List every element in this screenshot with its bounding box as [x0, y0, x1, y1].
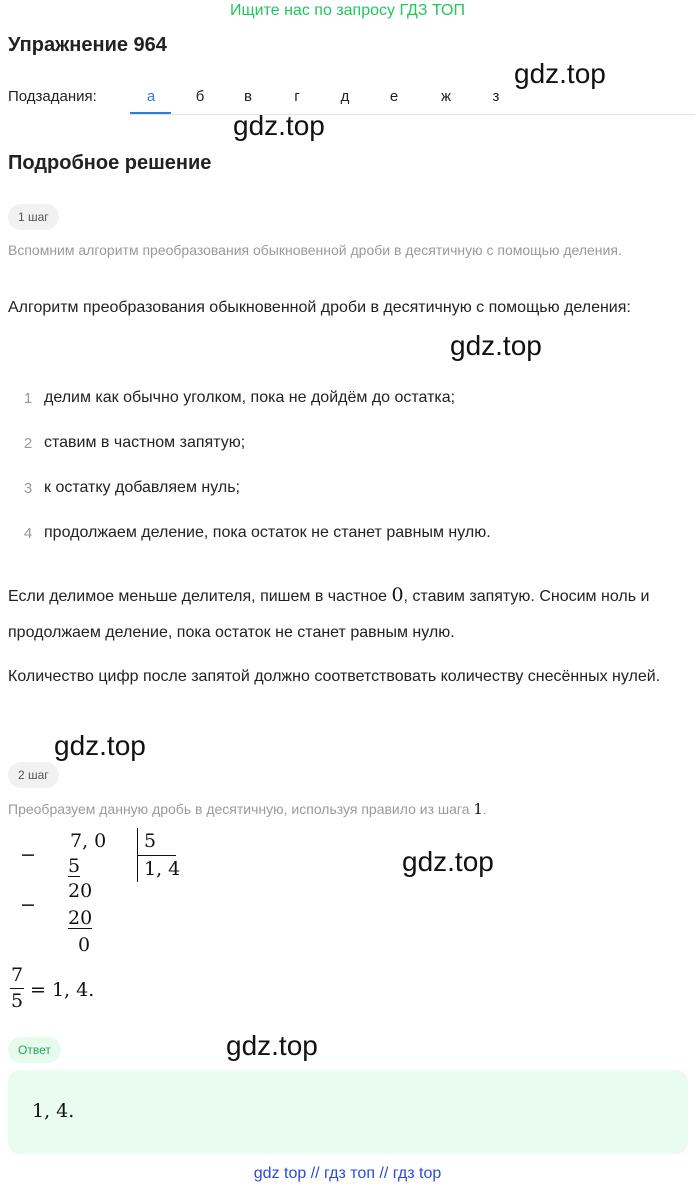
page-title: Упражнение 964 — [8, 34, 167, 56]
tab-subtask-g[interactable]: г — [294, 88, 300, 105]
list-item: продолжаем деление, пока остаток не станет равным нулю. — [44, 524, 491, 541]
fraction-bar — [10, 988, 24, 989]
watermark: gdz.top — [514, 58, 606, 89]
subtrahend-1: 5 — [68, 855, 81, 877]
list-item: делим как обычно уголком, пока не дойдём до остатка; — [44, 389, 456, 406]
zero-symbol: 0 — [391, 584, 404, 606]
watermark: gdz.top — [54, 730, 146, 761]
digits-paragraph: Количество цифр после запятой должно соответствовать количеству снесённых нулей. — [8, 668, 661, 685]
list-item-number: 4 — [23, 525, 33, 542]
search-hint-banner: Ищите нас по запросу ГДЗ ТОП — [230, 2, 465, 19]
tab-subtask-zh[interactable]: ж — [440, 88, 452, 105]
minus-sign: − — [20, 894, 36, 916]
result-equation — [8, 964, 168, 1016]
tab-subtask-v[interactable]: в — [244, 88, 252, 105]
tab-subtask-d[interactable]: д — [340, 88, 350, 105]
fraction-numerator: 7 — [10, 964, 24, 986]
step-1-badge: 1 шаг — [8, 204, 59, 230]
list-item-number: 3 — [23, 480, 33, 497]
fraction-result: = 1, 4. — [30, 979, 95, 1001]
subtrahend-2: 20 — [68, 907, 93, 929]
solution-title: Подробное решение — [8, 152, 212, 174]
quotient: 1, 4 — [144, 858, 181, 880]
answer-box — [8, 1070, 688, 1154]
active-tab-indicator — [130, 112, 171, 114]
answer-value: 1, 4. — [32, 1100, 75, 1122]
division-bracket-horizontal — [137, 855, 176, 856]
list-item-number: 1 — [23, 390, 33, 407]
fraction-denominator: 5 — [10, 990, 24, 1012]
minus-sign: − — [20, 844, 36, 866]
tabs-divider — [130, 114, 695, 115]
answer-badge: Ответ — [8, 1037, 61, 1063]
list-item: к остатку добавляем нуль; — [44, 479, 240, 496]
tab-subtask-e[interactable]: е — [389, 88, 399, 105]
subtasks-label: Подзадания: — [8, 88, 97, 105]
long-division — [0, 826, 260, 956]
watermark: gdz.top — [450, 330, 542, 361]
list-item: ставим в частном запятую; — [44, 434, 246, 451]
step-2-badge: 2 шаг — [8, 762, 59, 788]
tab-subtask-a[interactable]: а — [146, 88, 156, 105]
tab-subtask-z[interactable]: з — [492, 88, 500, 105]
footer-links[interactable]: gdz top // гдз топ // гдз top — [253, 1165, 442, 1182]
watermark: gdz.top — [402, 846, 494, 877]
step-1-hint: Вспомним алгоритм преобразования обыкновенной дроби в десятичную с помощью деления. — [8, 242, 622, 258]
remainder-1: 20 — [68, 880, 93, 902]
list-item-number: 2 — [23, 435, 33, 452]
watermark: gdz.top — [226, 1030, 318, 1061]
tab-subtask-b[interactable]: б — [195, 88, 205, 105]
watermark: gdz.top — [233, 110, 325, 141]
algorithm-intro: Алгоритм преобразования обыкновенной дроби в десятичную с помощью деления: — [8, 299, 631, 316]
remainder-2: 0 — [78, 934, 91, 956]
dividend: 7, 0 — [70, 830, 107, 852]
rule-paragraph: Если делимое меньше делителя, пишем в частное 0, ставим запятую. Сносим ноль и продолжаем деление, пока остаток не станет равным нулю. — [8, 584, 650, 641]
step-2-hint: Преобразуем данную дробь в десятичную, используя правило из шага 1. — [8, 800, 487, 818]
divisor: 5 — [144, 830, 157, 852]
